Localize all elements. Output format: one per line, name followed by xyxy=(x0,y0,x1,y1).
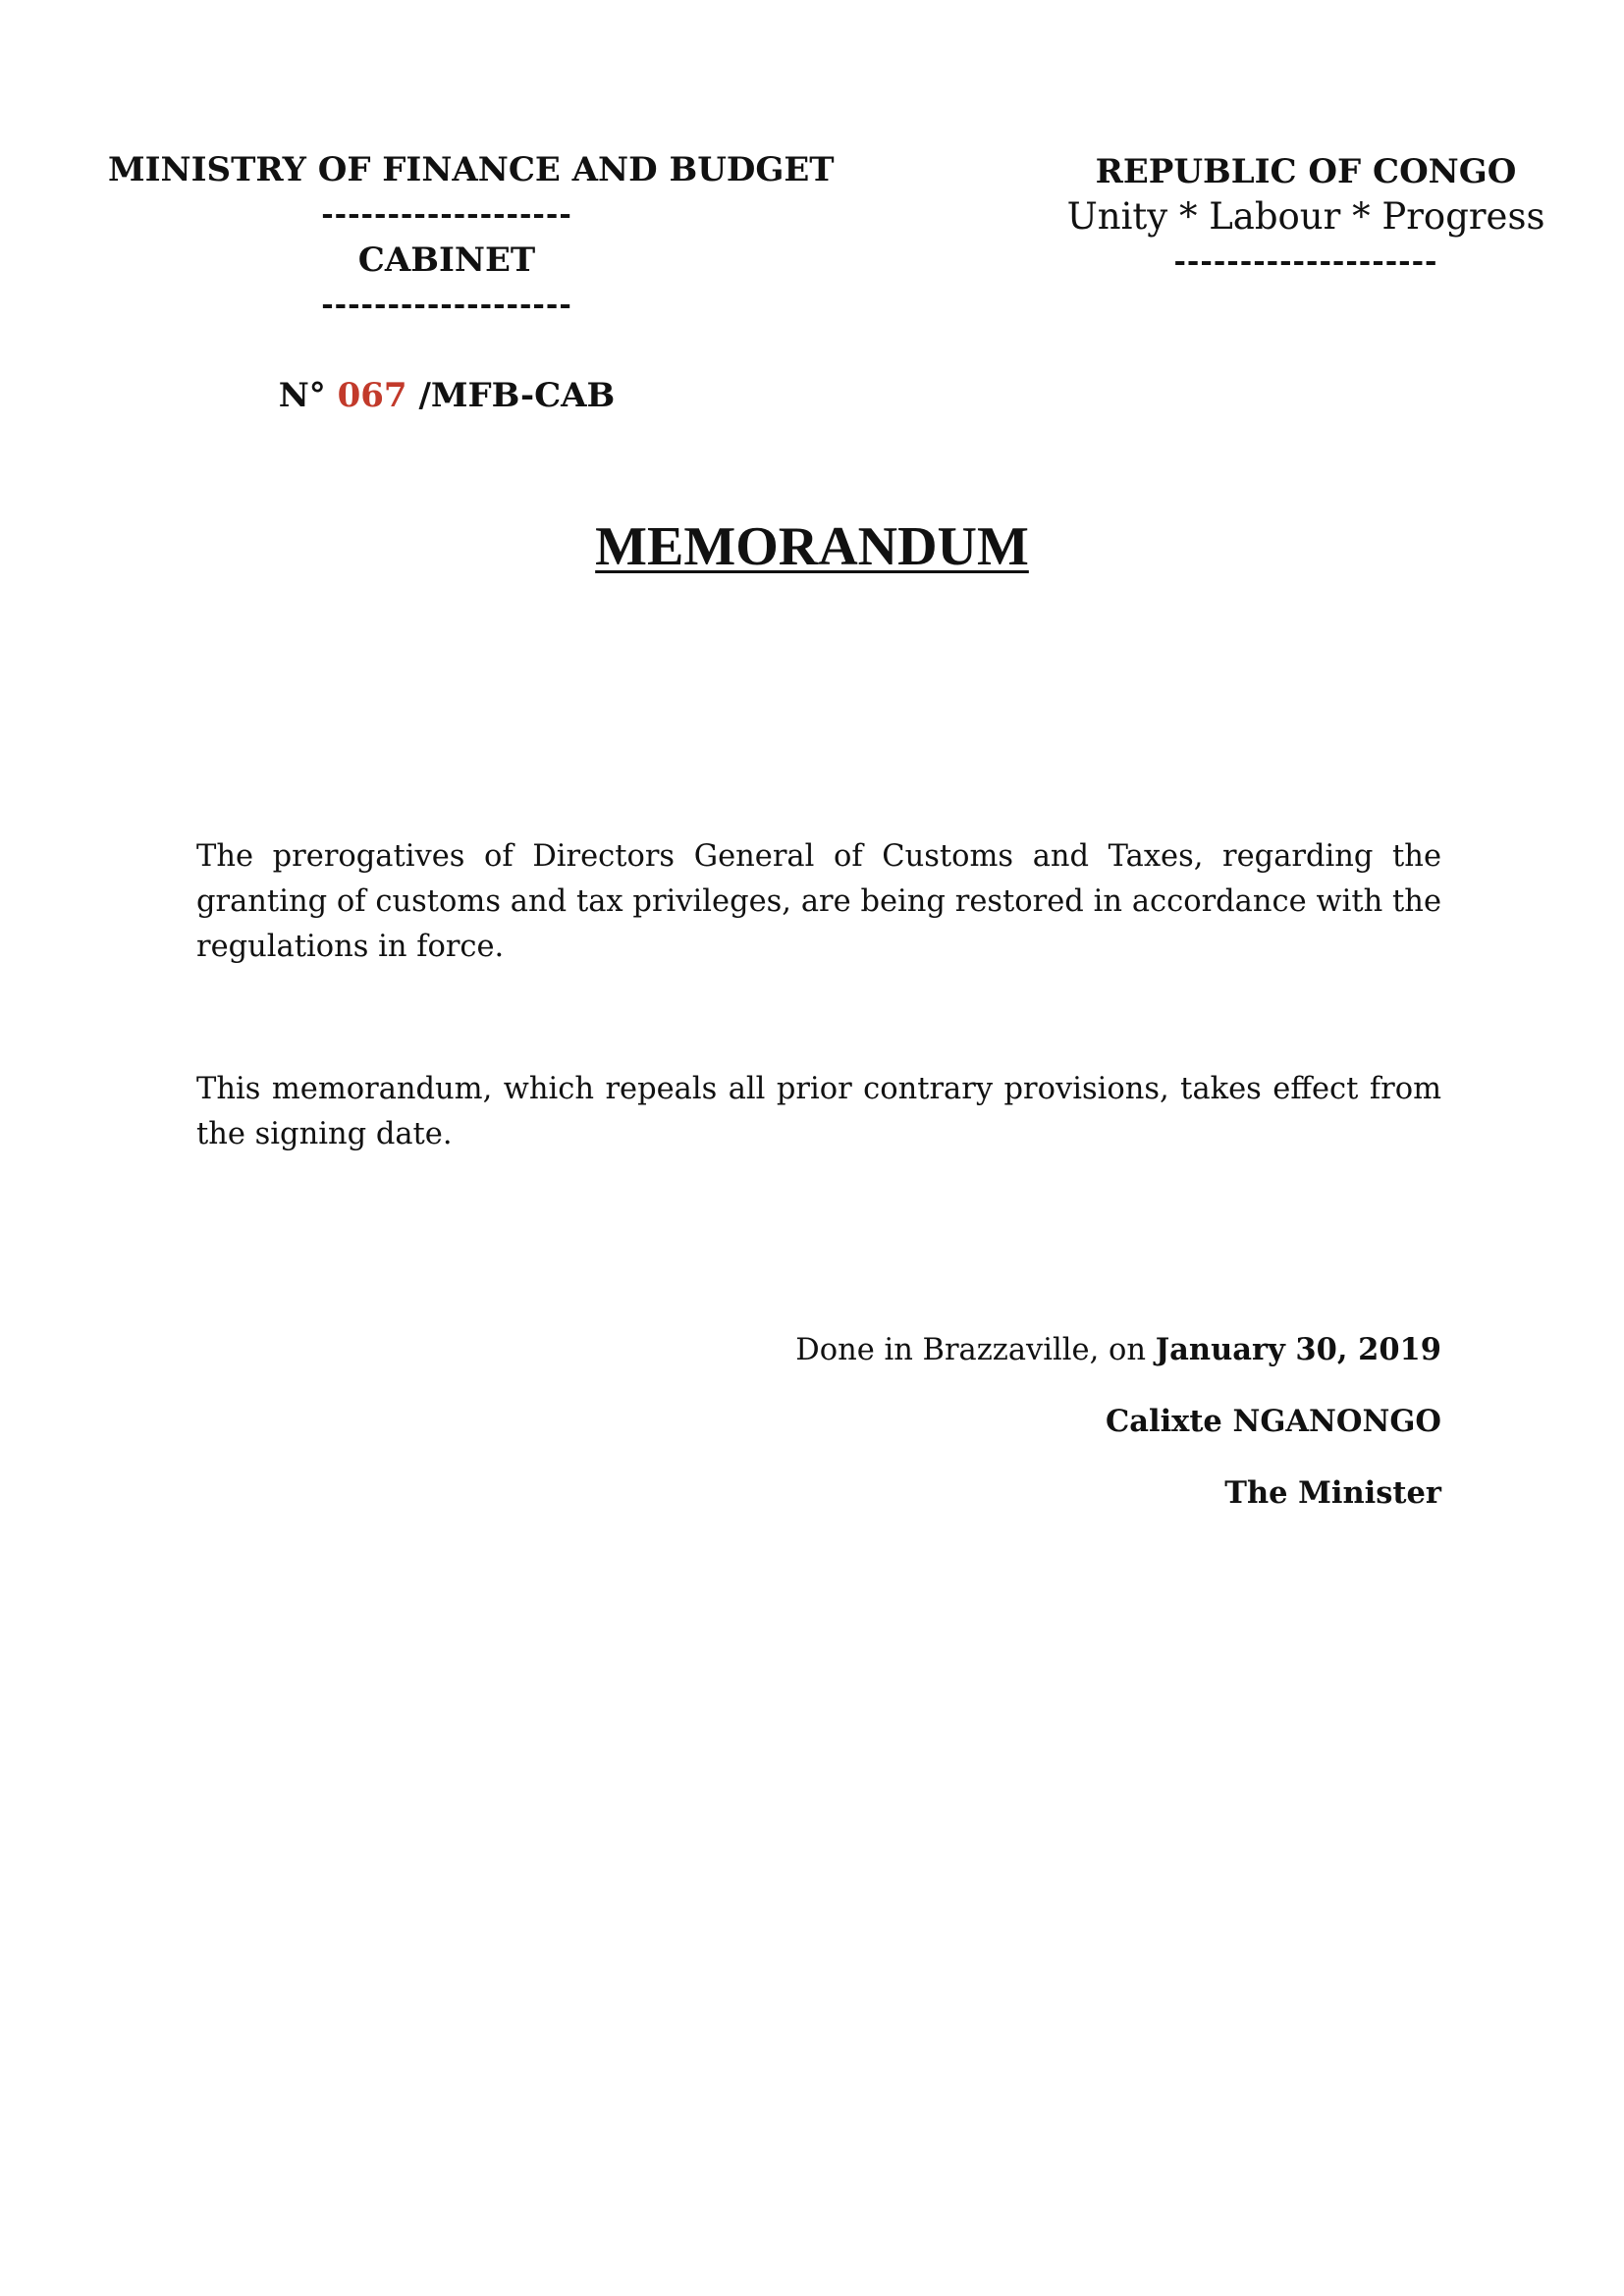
reference-prefix: N° xyxy=(278,376,326,415)
reference-number xyxy=(108,373,785,418)
signature-place-date xyxy=(558,1327,1441,1373)
body-paragraph: The prerogatives of Directors General of Customs and Taxes, regarding the granting of customs and tax privileges, are being restored in accordance with the regulations in force. xyxy=(196,839,1441,964)
cabinet-label: CABINET xyxy=(357,240,536,280)
ministry-header xyxy=(108,147,835,328)
signature-place: Done in Brazzaville, on xyxy=(795,1333,1146,1367)
signatory-name: Calixte NGANONGO xyxy=(1105,1404,1441,1439)
body-paragraph: This memorandum, which repeals all prior contrary provisions, takes effect from the signing date. xyxy=(196,1072,1441,1151)
reference-suffix: /MFB-CAB xyxy=(418,376,616,415)
page-title: MEMORANDUM xyxy=(595,516,1029,577)
ministry-name: MINISTRY OF FINANCE AND BUDGET xyxy=(108,150,835,189)
header-divider: -------------------- xyxy=(1173,244,1438,279)
signature-date: January 30, 2019 xyxy=(1155,1332,1441,1367)
signatory-role: The Minister xyxy=(1224,1475,1441,1511)
country-header xyxy=(1060,149,1551,285)
national-motto: Unity * Labour * Progress xyxy=(1066,195,1545,238)
header-divider: ------------------- xyxy=(321,197,572,232)
country-name: REPUBLIC OF CONGO xyxy=(1095,152,1517,191)
reference-number-value: 067 xyxy=(337,376,407,415)
header-divider: ------------------- xyxy=(321,288,572,322)
